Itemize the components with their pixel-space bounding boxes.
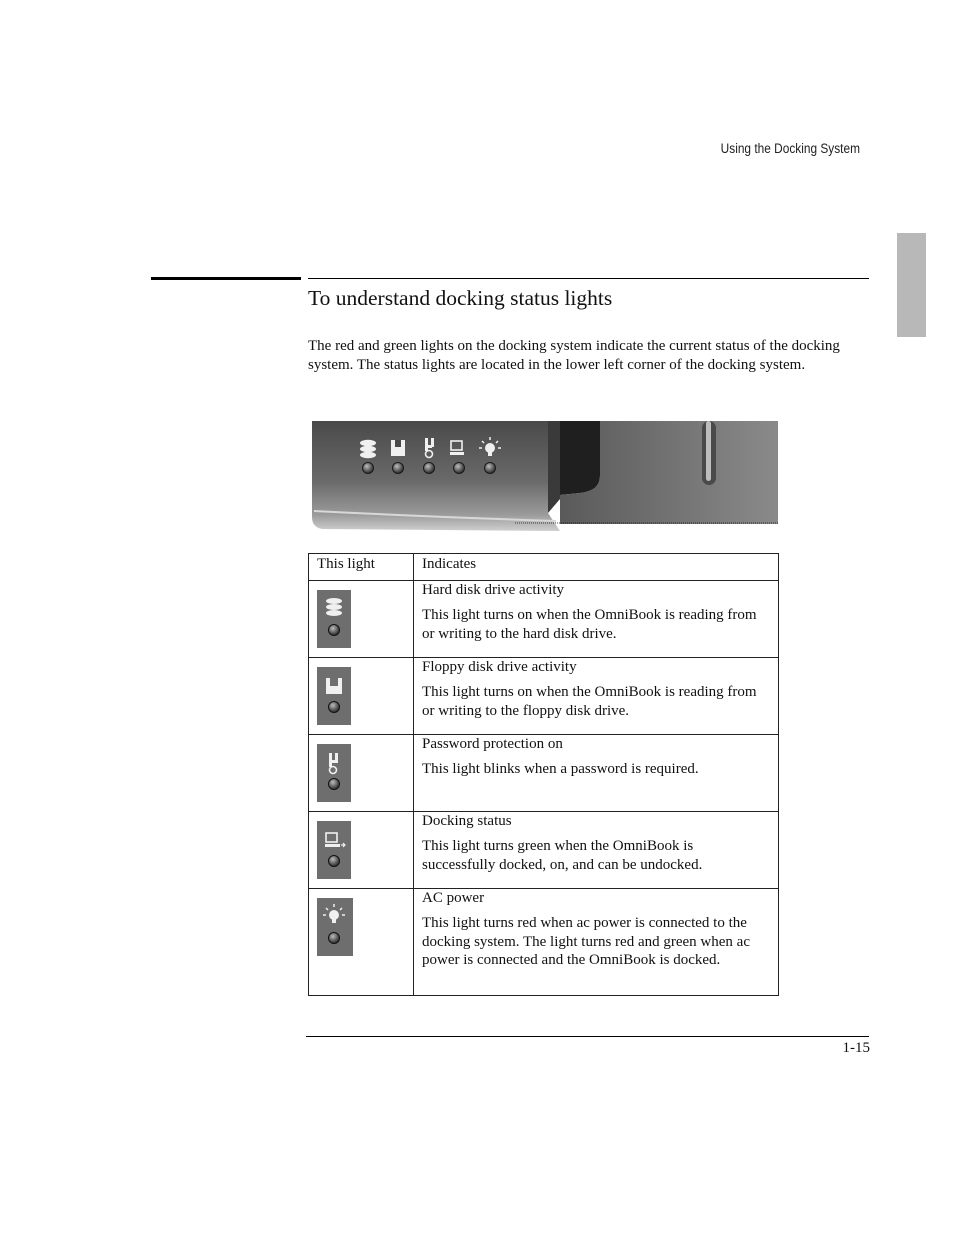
light-description: This light turns red when ac power is connected to the docking system. The light turns red and green when ac power is connected and the OmniBook is docked.	[422, 915, 750, 968]
section-rule-right	[308, 278, 869, 279]
icon-cell	[309, 658, 414, 735]
icon-cell	[309, 735, 414, 812]
icon-cell	[309, 889, 414, 996]
chapter-thumb-tab	[897, 233, 926, 337]
status-lights-table	[308, 553, 779, 996]
intro-paragraph: The red and green lights on the docking system indicate the current status of the docking system. The status lights are located in the lower left corner of the docking system.	[308, 338, 840, 373]
light-description: This light blinks when a password is required.	[422, 761, 699, 777]
header-cell	[414, 554, 779, 581]
table-row	[309, 812, 779, 889]
section-rule-left	[151, 277, 301, 280]
icon-cell	[309, 812, 414, 889]
light-description: This light turns on when the OmniBook is reading from or writing to the hard disk drive.	[422, 607, 757, 642]
description-cell	[414, 581, 779, 658]
description-cell	[414, 658, 779, 735]
light-title: Floppy disk drive activity	[422, 659, 577, 675]
table-row	[309, 889, 779, 996]
description-cell	[414, 889, 779, 996]
light-title: Password protection on	[422, 736, 563, 752]
hard-disk-icon	[317, 590, 351, 648]
description-cell	[414, 812, 779, 889]
table-row	[309, 581, 779, 658]
light-title: Docking status	[422, 813, 512, 829]
header-indicates: Indicates	[422, 556, 477, 572]
header-this-light: This light	[317, 556, 375, 572]
table-header-row	[309, 554, 779, 581]
floppy-disk-icon	[317, 667, 351, 725]
header-cell	[309, 554, 414, 581]
running-header: Using the Docking System	[720, 141, 860, 156]
docking-icon	[317, 821, 351, 879]
light-title: Hard disk drive activity	[422, 582, 565, 598]
docking-status-panel-illustration	[310, 421, 780, 534]
table-row	[309, 658, 779, 735]
table-row	[309, 735, 779, 812]
icon-cell	[309, 581, 414, 658]
light-description: This light turns on when the OmniBook is reading from or writing to the floppy disk drive.	[422, 684, 757, 719]
section-title: To understand docking status lights	[308, 286, 613, 310]
light-description: This light turns green when the OmniBook is successfully docked, on, and can be undocked.	[422, 838, 703, 873]
light-title: AC power	[422, 890, 485, 906]
footer-rule	[306, 1036, 869, 1037]
light-bulb-icon	[317, 898, 353, 956]
key-icon	[317, 744, 351, 802]
description-cell	[414, 735, 779, 812]
page-number: 1-15	[842, 1040, 870, 1056]
